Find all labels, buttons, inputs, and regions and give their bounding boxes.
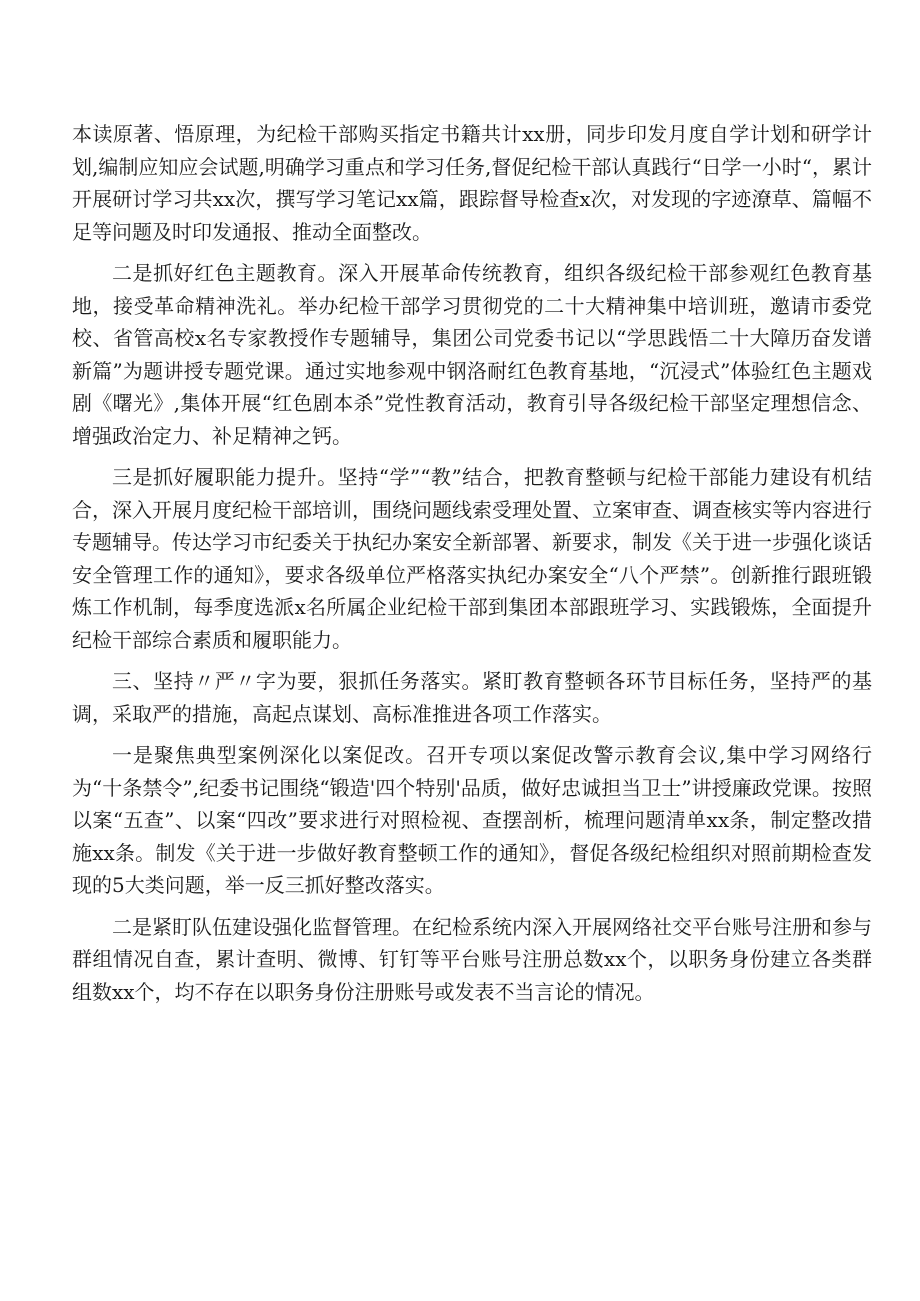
paragraph-3: 三是抓好履职能力提升。坚持“学”“教”结合，把教育整顿与纪检干部能力建设有机结合，深入开展月度纪检干部培训，围绕问题线索受理处置、立案审查、调查核实等内容进行专题辅导。传达学习市纪委关于执纪办案安全新部署、新要求，制发《关于进一步强化谈话安全管理工作的通知》，要求各级单位严格落实执纪办案安全“八个严禁”。创新推行跟班锻炼工作机制，每季度选派x名所属企业纪检干部到集团本部跟班学习、实践锻炼，全面提升纪检干部综合素质和履职能力。 <box>72 465 872 652</box>
paragraph-2: 二是抓好红色主题教育。深入开展革命传统教育，组织各级纪检干部参观红色教育基地，接受革命精神洗礼。举办纪检干部学习贯彻党的二十大精神集中培训班，邀请市委党校、省管高校x名专家教授作专题辅导，集团公司党委书记以“学思践悟二十大障历奋发谱新篇”为题讲授专题党课。通过实地参观中钢洛耐红色教育基地，“沉浸式”体验红色主题戏剧《曙光》,集体开展“红色剧本杀”党性教育活动，教育引导各级纪检干部坚定理想信念、增强政治定力、补足精神之钙。 <box>72 261 872 448</box>
paragraph-5: 一是聚焦典型案例深化以案促改。召开专项以案促改警示教育会议,集中学习网络行为“十条禁令”,纪委书记围绕“锻造'四个特别'品质，做好忠诚担当卫士”讲授廉政党课。按照以案“五查”、以案“四改”要求进行对照检视、查摆剖析，梳理问题清单xx条，制定整改措施xx条。制发《关于进一步做好教育整顿工作的通知》，督促各级纪检组织对照前期检查发现的5大类问题，举一反三抓好整改落实。 <box>72 743 872 897</box>
paragraph-6: 二是紧盯队伍建设强化监督管理。在纪检系统内深入开展网络社交平台账号注册和参与群组情况自查，累计查明、微博、钉钉等平台账号注册总数xx个，以职务身份建立各类群组数xx个，均不存在以职务身份注册账号或发表不当言论的情况。 <box>72 914 872 1004</box>
paragraph-4: 三、坚持〃严〃字为要，狠抓任务落实。紧盯教育整顿各环节目标任务，坚持严的基调，采取严的措施，高起点谋划、高标准推进各项工作落实。 <box>72 669 872 726</box>
document-body <box>72 118 872 1017</box>
paragraph-1: 本读原著、悟原理，为纪检干部购买指定书籍共计xx册，同步印发月度自学计划和研学计划,编制应知应会试题,明确学习重点和学习任务,督促纪检干部认真践行“日学一小时“，累计开展研讨学习共xx次，撰写学习笔记xx篇，跟踪督导检查x次，对发现的字迹潦草、篇幅不足等问题及时印发通报、推动全面整改。 <box>72 122 872 244</box>
